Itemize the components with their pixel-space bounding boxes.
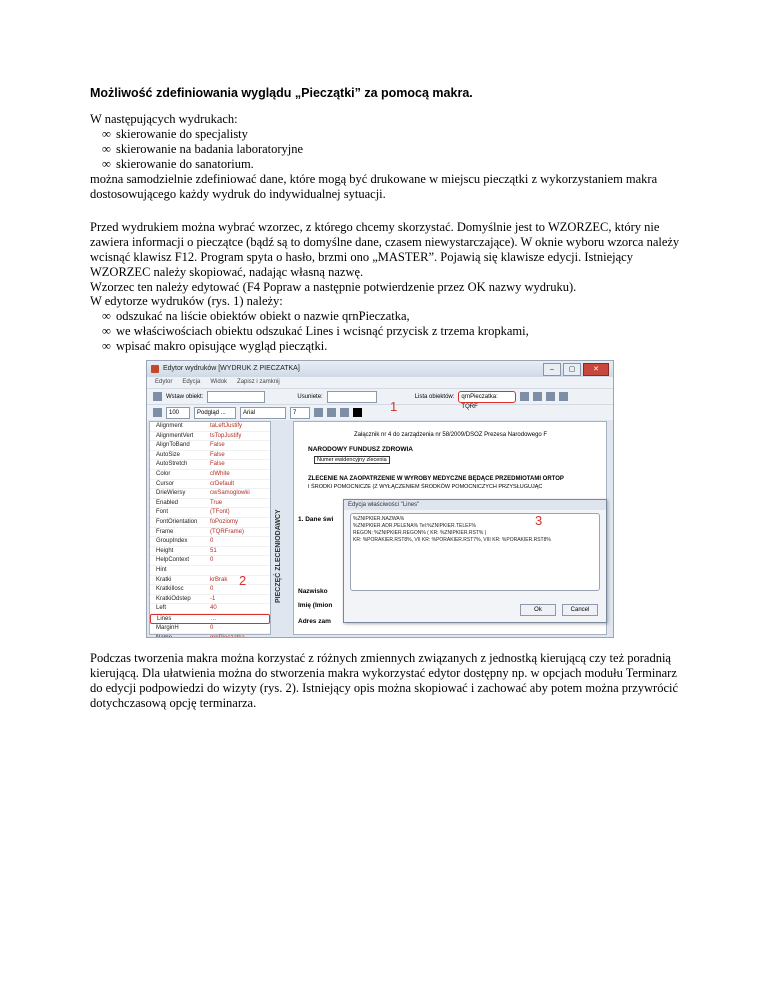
property-row[interactable]	[150, 432, 270, 442]
property-name: KratkiIlosc	[156, 586, 184, 593]
intro-text: W następujących wydrukach:	[90, 112, 238, 126]
window-titlebar	[147, 361, 613, 377]
property-name: Left	[156, 605, 167, 612]
property-row[interactable]	[150, 576, 270, 586]
property-row[interactable]	[150, 528, 270, 538]
property-row[interactable]	[150, 460, 270, 470]
insert-object-select[interactable]	[207, 391, 265, 403]
property-value[interactable]: clWhite	[210, 470, 230, 477]
section-steps	[90, 294, 690, 354]
doc-line: Adres zam	[298, 618, 331, 625]
property-inspector	[149, 421, 271, 635]
deleted-select[interactable]	[327, 391, 377, 403]
steps-list	[90, 309, 690, 354]
list-item: ∞ odszukać na liście obiektów obiekt o nazwie qrnPieczatka,	[102, 309, 410, 323]
lines-textarea[interactable]: %ZNIPKIER.NAZWA% %ZNIPKIER.ADR.PELENA% Tel:%ZNIPKIER.TELEF% REGON: %ZNIPKIER.REGON% ( KR: %ZNIPKIER.RST% ) KR: %PORAKIER.RST8%, VII KR: %PORAKIER.RST7%, VIII KR: %PORAKIER.RST8%	[350, 513, 600, 591]
app-icon	[151, 365, 159, 373]
property-row[interactable]	[150, 422, 270, 432]
zoom-select[interactable]: 100	[166, 407, 190, 419]
property-row[interactable]	[150, 508, 270, 518]
property-row[interactable]	[150, 604, 270, 614]
property-row[interactable]	[150, 499, 270, 509]
property-name: Kratki	[156, 576, 172, 583]
property-name: AlignToBand	[156, 442, 190, 449]
property-row[interactable]	[150, 480, 270, 490]
menu-bar	[147, 377, 613, 388]
property-row[interactable]	[150, 489, 270, 499]
property-row[interactable]	[150, 614, 270, 625]
list-item: ∞ skierowanie do sanatorium.	[102, 157, 254, 171]
property-value[interactable]: 0	[210, 586, 214, 593]
insert-object-label: Wstaw obiekt:	[166, 393, 204, 400]
dialog-title: Edycja właściwości "Lines"	[344, 500, 606, 510]
property-name: MarginH	[156, 625, 179, 632]
property-name: DrieWiersy	[156, 490, 186, 497]
underline-icon[interactable]	[340, 408, 349, 417]
menu-item[interactable]: Edycja	[182, 379, 201, 385]
property-name: Cursor	[156, 480, 175, 487]
property-value[interactable]: -1	[210, 595, 216, 602]
doc-line: ZLECENIE NA ZAOPATRZENIE W WYROBY MEDYCZNE BĘDĄCE PRZEDMIOTAMI ORTOP	[308, 476, 564, 482]
section-para4	[90, 651, 690, 711]
bold-icon[interactable]	[314, 408, 323, 417]
close-button[interactable]: ✕	[583, 363, 609, 376]
property-row[interactable]	[150, 518, 270, 528]
property-name: KratkiOdstep	[156, 595, 191, 602]
tool-icon[interactable]	[559, 392, 568, 401]
tool-icon[interactable]	[546, 392, 555, 401]
property-value[interactable]: False	[210, 461, 225, 468]
property-name: Color	[156, 470, 171, 477]
search-icon[interactable]	[153, 408, 162, 417]
property-row[interactable]	[150, 585, 270, 595]
property-value[interactable]: taLeftJustify	[210, 423, 243, 429]
property-value[interactable]: 0	[210, 557, 214, 564]
window-title: Edytor wydruków [WYDRUK Z PIECZATKA]	[163, 365, 300, 372]
ok-button[interactable]: Ok	[520, 604, 556, 616]
deleted-label: Usuniete:	[297, 393, 323, 400]
doc-line: Numer ewidencyjny zlecenia	[314, 456, 390, 464]
list-item: ∞ wpisać makro opisujące wygląd pieczątki.	[102, 339, 328, 353]
heading: Możliwość zdefiniowania wyglądu „Pieczątki” za pomocą makra.	[90, 86, 473, 100]
intro-after: można samodzielnie zdefiniować dane, które mogą być drukowane w miejscu pieczątki z wykorzystaniem makra dostosowującego każdy wydruk do indywidualnej sytuacji.	[90, 172, 658, 201]
list-item: ∞ skierowanie do specjalisty	[102, 127, 248, 141]
property-value[interactable]	[210, 634, 270, 638]
menu-item[interactable]: Edytor	[155, 379, 173, 385]
intro-list	[90, 127, 690, 172]
annotation-3: 3	[535, 513, 543, 528]
property-name: Font	[156, 509, 169, 516]
color-icon[interactable]	[353, 408, 362, 417]
property-name: Frame	[156, 528, 174, 535]
font-size-select[interactable]: 7	[290, 407, 310, 419]
property-name: AutoStretch	[156, 461, 188, 468]
preview-button[interactable]: Podgląd ...	[194, 407, 236, 419]
property-row[interactable]	[150, 595, 270, 605]
section-intro	[90, 112, 690, 202]
property-value[interactable]: (TFont)	[210, 509, 230, 516]
property-value[interactable]: (TQRFrame)	[210, 528, 244, 535]
property-name: Enabled	[156, 499, 179, 506]
doc-line: I ŚRODKI POMOCNICZE (Z WYŁĄCZENIEM ŚRODKÓW POMOCNICZYCH PRZYSŁUGUJĄC	[308, 484, 543, 490]
menu-item[interactable]: Widok	[210, 379, 228, 385]
minimize-button[interactable]: –	[543, 363, 561, 376]
tool-icon[interactable]	[520, 392, 529, 401]
list-item: ∞ skierowanie na badania laboratoryjne	[102, 142, 304, 156]
property-name: FontOrientation	[156, 518, 198, 525]
property-name: GroupIndex	[156, 538, 188, 545]
property-value[interactable]: 51	[210, 547, 217, 554]
menu-item[interactable]: Zapisz i zamknij	[237, 379, 280, 385]
property-value[interactable]: cwSamoglowki	[210, 490, 250, 497]
property-value[interactable]: False	[210, 442, 225, 449]
vertical-stamp-label: PIECZĘĆ ZLECENIODAWCY	[275, 509, 282, 603]
doc-line: Załącznik nr 4 do zarządzenia nr 58/2009/DSOZ Prezesa Narodowego F	[354, 432, 548, 438]
property-row[interactable]	[150, 470, 270, 480]
object-list-select[interactable]: qrnPieczatka: TQRF	[458, 391, 516, 403]
property-name: HelpContext	[156, 557, 190, 564]
property-row[interactable]	[150, 624, 270, 634]
annotation-2: 2	[239, 573, 247, 588]
tool-icon[interactable]	[533, 392, 542, 401]
insert-icon	[153, 392, 162, 401]
doc-line: NARODOWY FUNDUSZ ZDROWIA	[308, 446, 413, 453]
property-name: Lines	[157, 615, 172, 622]
font-select[interactable]: Arial	[240, 407, 286, 419]
property-value[interactable]: 0	[210, 625, 214, 632]
property-value[interactable]: 40	[210, 605, 217, 612]
property-name: Alignment	[156, 423, 183, 429]
property-name: AutoSize	[156, 451, 181, 458]
property-row[interactable]	[150, 451, 270, 461]
list-item: ∞ we właściwościach obiektu odszukać Lines i wcisnąć przycisk z trzema kropkami,	[102, 324, 529, 338]
property-row[interactable]	[150, 566, 270, 576]
section-para2	[90, 220, 690, 295]
property-name: AlignmentVert	[156, 432, 194, 439]
annotation-1: 1	[390, 399, 398, 414]
maximize-button[interactable]: ▢	[563, 363, 581, 376]
window-controls	[543, 363, 609, 376]
property-row[interactable]	[150, 634, 270, 638]
para2-text: Przed wydrukiem można wybrać wzorzec, z którego chcemy skorzystać. Domyślnie jest to WZORZEC, który nie zawiera informacji o pieczątce (bądź są to domyślne dane, czasem niewystarczające). W oknie wyboru wzorca należy wcisnąć klawisz F12. Program spyta o hasło, brzmi ono „MASTER”. Pojawią się klawisze edycji. Istniejący WZORZEC należy skopiować, nadając własną nazwę.	[90, 220, 680, 279]
para3-text: W edytorze wydruków (rys. 1) należy:	[90, 294, 283, 308]
property-row[interactable]	[150, 556, 270, 566]
property-row[interactable]	[150, 537, 270, 547]
property-name: Height	[156, 547, 174, 554]
property-value[interactable]: False	[210, 451, 225, 458]
doc-line: 1. Dane świ	[298, 516, 334, 523]
para4-text: Podczas tworzenia makra można korzystać z różnych zmiennych związanych z jednostką kierującą czy też poradnią kierującą. Dla ułatwienia można do stworzenia makra wykorzystać edytor dostępny np. w opcjach modułu Terminarz do edycji podpowiedzi do wizyty (rys. 2). Istniejący opis można skopiować i zachować aby potem można przywrócić dotychczasową opcję terminarza.	[90, 651, 679, 710]
editor-screenshot-figure	[146, 360, 614, 638]
property-value[interactable]: tsTopJustify	[210, 432, 242, 439]
property-value[interactable]: True	[210, 499, 223, 506]
doc-line: Nazwisko	[298, 588, 328, 595]
property-row[interactable]	[150, 441, 270, 451]
para2b-text: Wzorzec ten należy edytować (F4 Popraw a następnie potwierdzenie przez OK nazwy wydruku).	[90, 280, 577, 294]
property-value[interactable]: foPoziomy	[210, 518, 239, 525]
property-value[interactable]: ...	[211, 615, 217, 622]
property-row[interactable]	[150, 547, 270, 557]
object-list-label: Lista obiektów:	[414, 393, 455, 400]
property-name: Hint	[156, 566, 167, 573]
cancel-button[interactable]: Cancel	[562, 604, 598, 616]
property-value[interactable]: crDefault	[210, 480, 235, 487]
toolbar-top	[147, 388, 613, 410]
toolbar-format	[147, 404, 613, 420]
italic-icon[interactable]	[327, 408, 336, 417]
lines-editor-dialog	[343, 499, 607, 623]
doc-line: Imię (Imion	[298, 602, 333, 609]
property-value[interactable]: 0	[210, 538, 214, 545]
property-value[interactable]: krBrak	[210, 576, 228, 583]
property-name	[150, 634, 210, 638]
